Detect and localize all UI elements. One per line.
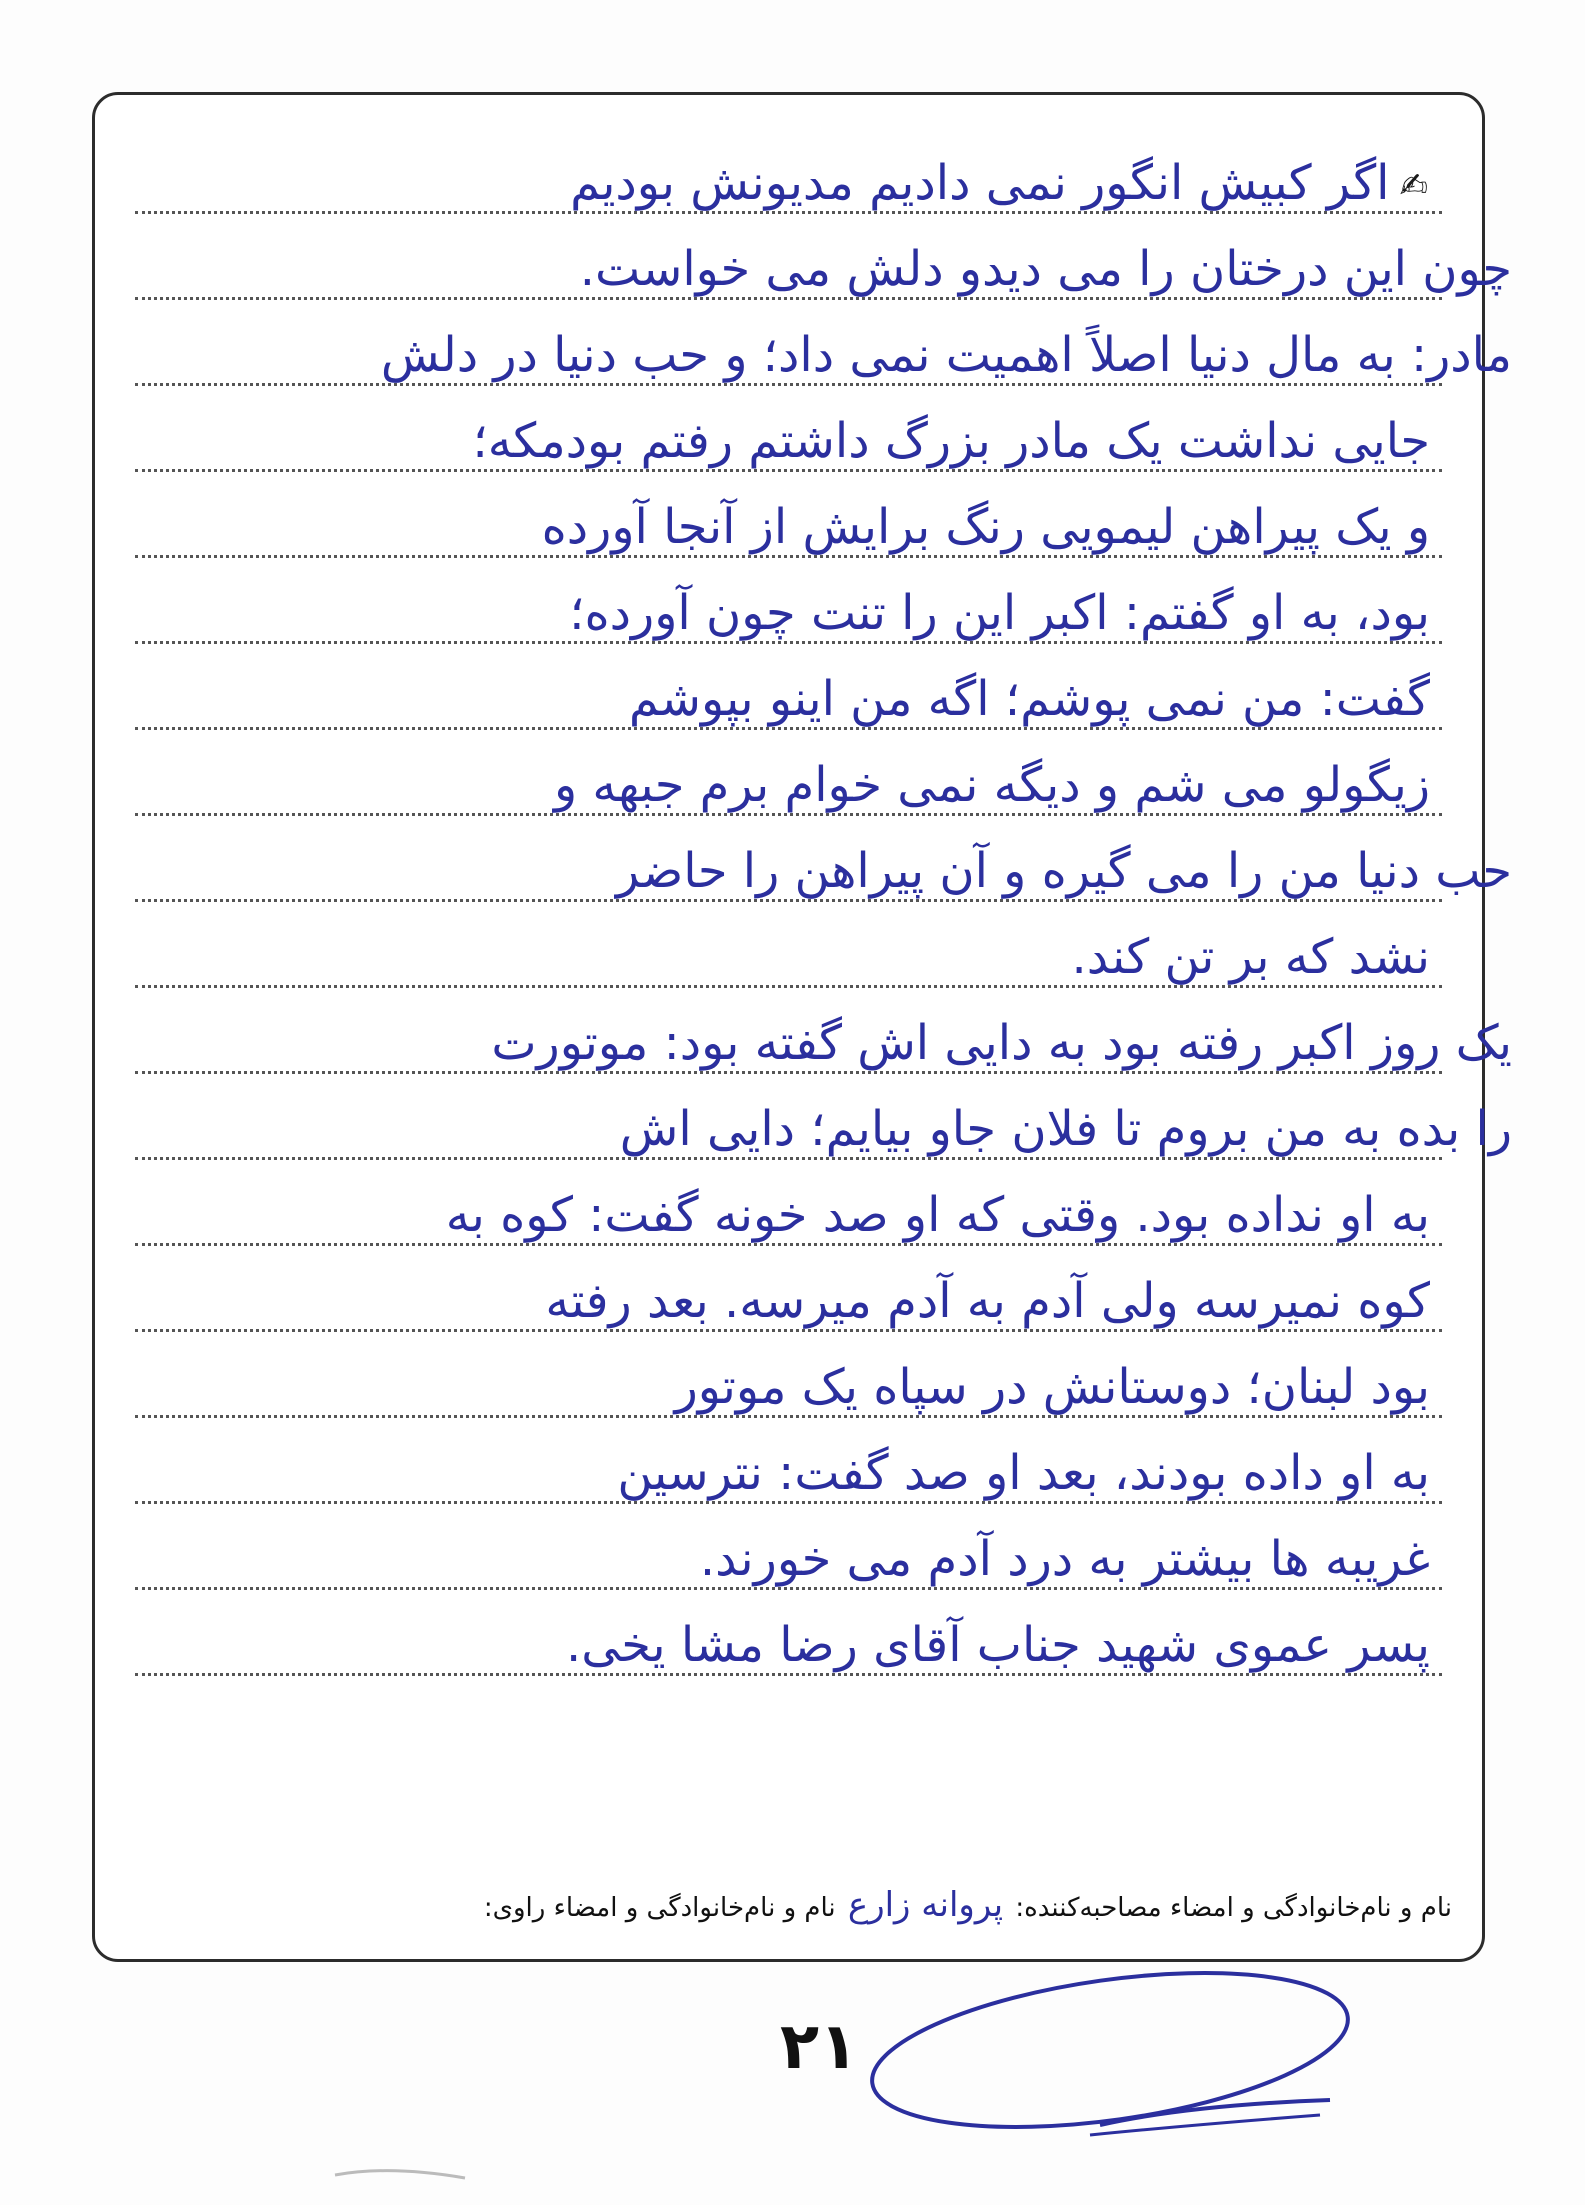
handwritten-line: به او داده بودند، بعد او صد گفت: نترسین	[617, 1445, 1430, 1501]
interviewer-signature: پروانه زارع	[847, 1885, 1004, 1925]
signature-footer	[125, 1885, 1452, 1925]
handwritten-line	[125, 153, 1430, 216]
handwritten-line: غریبه ها بیشتر به درد آدم می خورند.	[699, 1531, 1430, 1587]
pencil-smudge	[330, 2160, 470, 2190]
handwritten-line: مادر: به مال دنیا اصلاً اهمیت نمی داد؛ و حب دنیا در دلش	[380, 327, 1512, 383]
handwritten-line: بود، به او گفتم: اکبر این را تنت چون آورده؛	[569, 585, 1430, 641]
handwritten-line: زیگولو می شم و دیگه نمی خوام برم جبهه و	[553, 757, 1430, 813]
handwritten-line: جایی نداشت یک مادر بزرگ داشتم رفتم بودمکه؛	[472, 413, 1430, 469]
signature-scribble	[860, 1955, 1380, 2155]
narrator-label: نام و نام‌خانوادگی و امضاء راوی:	[483, 1893, 836, 1923]
handwritten-line: گفت: من نمی پوشم؛ اگه من اینو بپوشم	[628, 671, 1430, 727]
handwritten-line: پسر عموی شهید جناب آقای رضا مشا یخی.	[565, 1617, 1430, 1673]
handwritten-line: به او نداده بود. وقتی که او صد خونه گفت: کوه به	[445, 1187, 1430, 1243]
handwritten-line: حب دنیا من را می گیره و آن پیراهن را حاضر	[615, 843, 1512, 899]
handwritten-line: چون این درختان را می دیدو دلش می خواست.	[579, 241, 1512, 297]
page-number: ۲۱	[780, 2010, 859, 2084]
handwritten-line-text: اگر کبیش انگور نمی دادیم مدیونش بودیم	[570, 155, 1390, 211]
pencil-icon: ✍	[1399, 166, 1430, 206]
handwritten-line: یک روز اکبر رفته بود به دایی اش گفته بود: موتورت	[491, 1015, 1512, 1071]
interviewer-label: نام و نام‌خانوادگی و امضاء مصاحبه‌کننده:	[1015, 1893, 1452, 1923]
bordered-text-frame	[92, 92, 1512, 1962]
handwritten-line: و یک پیراهن لیمویی رنگ برایش از آنجا آورده	[541, 499, 1430, 555]
handwritten-line: نشد که بر تن کند.	[1071, 929, 1430, 985]
handwritten-line: را بده به من بروم تا فلان جاو بیایم؛ دایی اش	[619, 1101, 1512, 1157]
handwritten-line: بود لبنان؛ دوستانش در سپاه یک موتور	[674, 1359, 1430, 1415]
handwritten-line: کوه نمیرسه ولی آدم به آدم میرسه. بعد رفته	[545, 1273, 1430, 1329]
